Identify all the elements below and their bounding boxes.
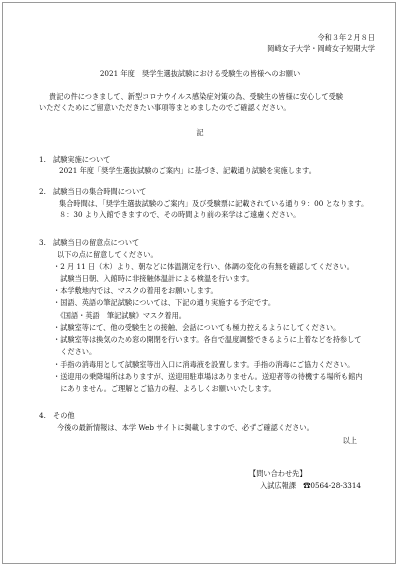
document-page	[2, 2, 396, 564]
section-3-line: ・国語、英語の筆記試験については、下記の通り実施する予定です。	[53, 298, 276, 307]
section-1-heading: 1. 試験実施について	[39, 155, 111, 164]
issuer-name: 岡崎女子大学・岡崎女子短期大学	[267, 44, 375, 53]
section-3-line: 以下の点に留意してください。	[57, 250, 158, 259]
document-date: 令和３年２月８日	[317, 33, 375, 42]
section-3-line: ・送迎用の乗降場所はありますが、送迎用駐車場はありません。送迎者等の待機する場所も館内	[53, 372, 363, 381]
document-title: 2021 年度 奨学生選抜試験における受験生の皆様へのお願い	[99, 69, 301, 78]
intro-line-2: いただくためにご留意いただきたい事項等まとめましたのでご確認ください。	[39, 103, 291, 112]
section-3-line: ・試験室等にて、他の受験生との接触、会話についても極力控えるようにしてください。	[53, 323, 341, 332]
contact-department-phone: 入試広報課 ☎0564-28-3314	[260, 481, 361, 490]
document-content	[3, 3, 397, 565]
contact-heading: 【問い合わせ先】	[249, 469, 307, 478]
section-3-line: ・試験室等は換気のため窓の開閉を行います。各自で温度調整できるように上着などを持参して	[53, 335, 362, 344]
section-3-line: ・2 月 11 日（木）より、朝などに体温測定を行い、体調の変化の有無を確認してください。	[53, 262, 354, 271]
section-4-line: 今後の最新情報は、本学 Web サイトに掲載しますので、必ずご確認ください。	[57, 423, 314, 432]
section-3-line: にありません。ご理解とご協力の程、よろしくお願いいたします。	[53, 384, 276, 393]
closing-mark: 以上	[342, 436, 357, 445]
section-3-line: 試験当日朝、入館時に非接触体温計による検温を行います。	[53, 274, 254, 283]
section-1-line: 2021 年度「奨学生選抜試験のご案内」に基づき、記載通り試験を実施します。	[59, 166, 316, 175]
intro-line-1: 貴記の件につきまして、新型コロナウイルス感染症対策の為、受験生の皆様に安心して受験	[49, 92, 343, 101]
section-2-line: 集合時間は、「奨学生選抜試験のご案内」及び受験票に記載されている通り９：00 となります。	[59, 199, 369, 208]
section-2-heading: 2. 試験当日の集合時間について	[39, 187, 147, 196]
section-3-heading: 3. 試験当日の留意点について	[39, 238, 140, 247]
section-3-line: ・手指の消毒用として試験室等出入口に消毒液を設置します。手指の消毒にご協力ください。	[53, 360, 355, 369]
section-3-line: ・本学敷地内では、マスクの着用をお願いします。	[53, 286, 218, 295]
section-2-line: ８：30 より入館できますので、その時間より前の来学はご遠慮ください。	[59, 210, 301, 219]
section-3-line: ください。	[53, 347, 97, 356]
ki-marker: 記	[196, 128, 204, 137]
section-4-heading: 4. その他	[39, 411, 75, 420]
section-3-line: 《国語・英語 筆記試験》マスク着用。	[53, 311, 186, 320]
